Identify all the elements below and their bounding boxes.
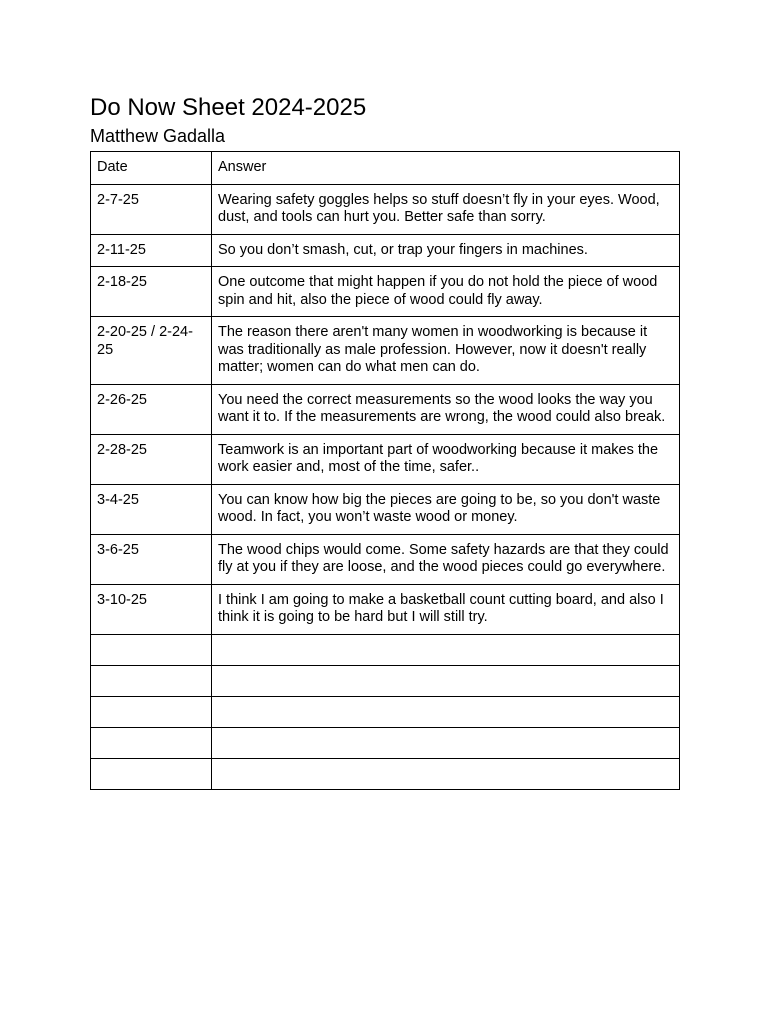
cell-answer — [212, 727, 680, 758]
document-page — [90, 92, 679, 790]
cell-answer: The wood chips would come. Some safety hazards are that they could fly at you if they are loose, and the wood pieces could go everywhere. — [212, 534, 680, 584]
table-row-empty — [91, 665, 680, 696]
do-now-table — [90, 151, 680, 790]
table-row — [91, 534, 680, 584]
cell-date: 2-28-25 — [91, 434, 212, 484]
cell-answer: Wearing safety goggles helps so stuff doesn’t fly in your eyes. Wood, dust, and tools can hurt you. Better safe than sorry. — [212, 184, 680, 234]
cell-date: 3-4-25 — [91, 484, 212, 534]
cell-date — [91, 634, 212, 665]
cell-date — [91, 696, 212, 727]
table-row — [91, 434, 680, 484]
cell-date: 2-18-25 — [91, 267, 212, 317]
table-row — [91, 584, 680, 634]
table-row — [91, 234, 680, 267]
cell-answer: You need the correct measurements so the wood looks the way you want it to. If the measurements are wrong, the wood could also break. — [212, 384, 680, 434]
document-title: Do Now Sheet 2024-2025 — [90, 94, 367, 121]
column-header-answer: Answer — [212, 152, 680, 185]
cell-date: 2-11-25 — [91, 234, 212, 267]
cell-answer — [212, 696, 680, 727]
cell-date: 3-6-25 — [91, 534, 212, 584]
table-row-empty — [91, 758, 680, 789]
table-row — [91, 267, 680, 317]
table-header-row — [91, 152, 680, 185]
table-row-empty — [91, 696, 680, 727]
cell-answer — [212, 665, 680, 696]
column-header-date: Date — [91, 152, 212, 185]
cell-date: 3-10-25 — [91, 584, 212, 634]
cell-answer: The reason there aren't many women in woodworking is because it was traditionally as male profession. However, now it doesn't really matter; women can do what men can do. — [212, 317, 680, 385]
cell-answer — [212, 634, 680, 665]
cell-answer: I think I am going to make a basketball count cutting board, and also I think it is going to be hard but I will still try. — [212, 584, 680, 634]
cell-answer: You can know how big the pieces are going to be, so you don't waste wood. In fact, you won’t waste wood or money. — [212, 484, 680, 534]
cell-date — [91, 665, 212, 696]
cell-date: 2-7-25 — [91, 184, 212, 234]
table-row — [91, 317, 680, 385]
cell-answer — [212, 758, 680, 789]
table-row-empty — [91, 727, 680, 758]
cell-date — [91, 727, 212, 758]
table-row-empty — [91, 634, 680, 665]
cell-date — [91, 758, 212, 789]
document-subtitle: Matthew Gadalla — [90, 126, 226, 146]
table-row — [91, 384, 680, 434]
cell-answer: So you don’t smash, cut, or trap your fingers in machines. — [212, 234, 680, 267]
table-row — [91, 484, 680, 534]
cell-answer: Teamwork is an important part of woodworking because it makes the work easier and, most of the time, safer.. — [212, 434, 680, 484]
cell-answer: One outcome that might happen if you do not hold the piece of wood spin and hit, also the piece of wood could fly away. — [212, 267, 680, 317]
table-row — [91, 184, 680, 234]
cell-date: 2-26-25 — [91, 384, 212, 434]
cell-date: 2-20-25 / 2-24-25 — [91, 317, 212, 385]
